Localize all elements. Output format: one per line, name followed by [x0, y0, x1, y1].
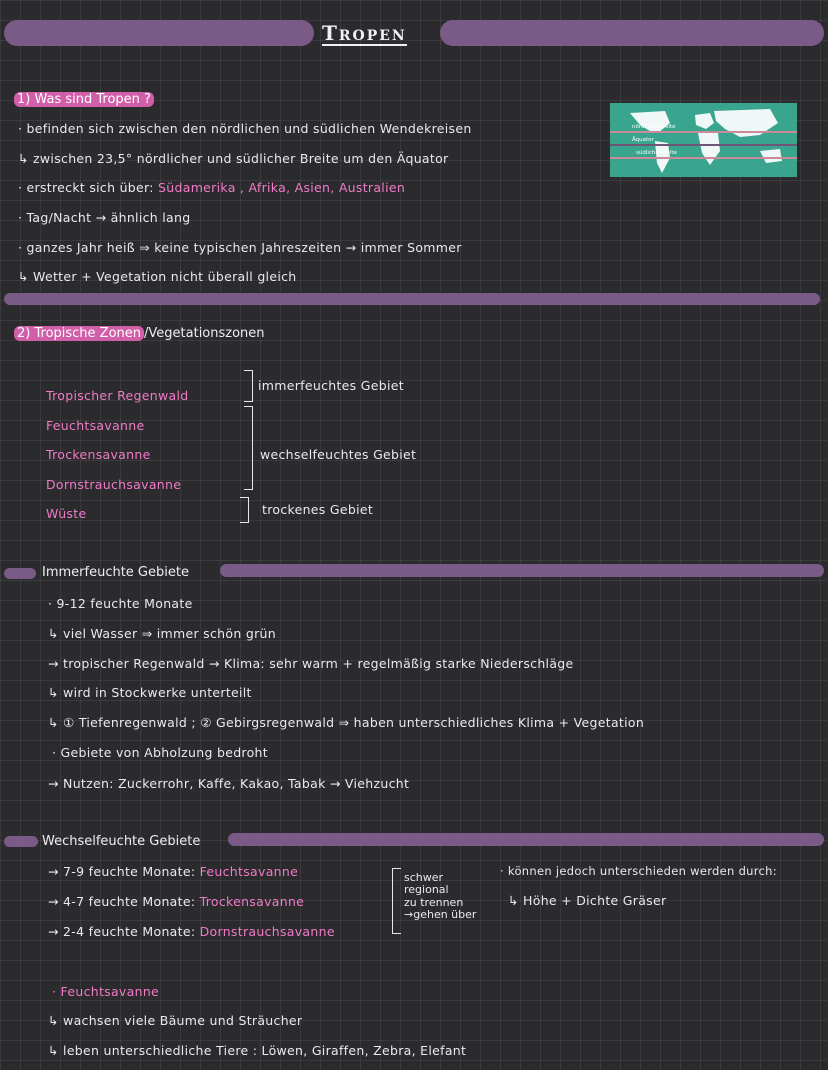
s4-row-3 [48, 924, 335, 939]
section4-bar-left [4, 836, 38, 847]
map-line-south [610, 157, 797, 159]
page-title: Tropen [322, 21, 407, 45]
s1-line-3-text: · erstreckt sich über: [18, 180, 154, 195]
s1-line-4: · Tag/Nacht → ähnlich lang [18, 210, 191, 225]
map-line-north [610, 131, 797, 133]
bracket-note-2: regional [404, 883, 449, 896]
section2-heading-rest: /Vegetationszonen [144, 326, 265, 341]
bracket-immerfeucht [244, 370, 253, 402]
s3-line-6: · Gebiete von Abholzung bedroht [52, 745, 268, 760]
s1-line-2: ↳ zwischen 23,5° nördlicher und südlicher Breite um den Äquator [18, 151, 449, 166]
zone-trockensavanne: Trockensavanne [46, 447, 151, 462]
s4-row-1-label: → 7-9 feuchte Monate: [48, 864, 196, 879]
s4-row-2-label: → 4-7 feuchte Monate: [48, 894, 196, 909]
group-wechselfeucht: wechselfeuchtes Gebiet [260, 447, 417, 462]
bracket-note-4: →gehen über [404, 908, 477, 921]
s3-line-7: → Nutzen: Zuckerrohr, Kaffe, Kakao, Tabak → Viehzucht [48, 776, 410, 791]
s4-sub-line-2: ↳ leben unterschiedliche Tiere : Löwen, Giraffen, Zebra, Elefant [48, 1043, 467, 1058]
s1-line-1: · befinden sich zwischen den nördlichen und südlichen Wendekreisen [18, 121, 472, 136]
s4-subheading: · Feuchtsavanne [52, 984, 160, 999]
s1-line-5: · ganzes Jahr heiß ⇒ keine typischen Jahreszeiten → immer Sommer [18, 240, 462, 255]
s1-line-6: ↳ Wetter + Vegetation nicht überall gleich [18, 269, 297, 284]
divider-1 [4, 293, 820, 305]
section1-heading-text: 1) Was sind Tropen ? [14, 92, 154, 107]
s4-row-3-label: → 2-4 feuchte Monate: [48, 924, 196, 939]
s1-continents: Südamerika , Afrika, Asien, Australien [158, 180, 406, 195]
s4-row-1 [48, 864, 298, 879]
title-bar-left [4, 20, 314, 46]
s4-row-2-value: Trockensavanne [199, 894, 305, 909]
section2-heading [14, 326, 265, 341]
zone-wueste: Wüste [46, 506, 87, 521]
bracket-trocken [240, 497, 249, 523]
s1-line-3 [18, 180, 405, 195]
bracket-note-1: schwer [404, 871, 444, 884]
s3-line-3: → tropischer Regenwald → Klima: sehr warm + regelmäßig starke Niederschläge [48, 656, 574, 671]
map-line-equator [610, 144, 797, 146]
map-label-south: südliche Breite [636, 150, 677, 156]
s4-row-1-value: Feuchtsavanne [199, 864, 299, 879]
group-trocken: trockenes Gebiet [262, 502, 374, 517]
s3-line-4: ↳ wird in Stockwerke unterteilt [48, 685, 252, 700]
bracket-wechselfeucht-note [392, 868, 401, 934]
section3-heading: Immerfeuchte Gebiete [42, 565, 189, 580]
bracket-note-3: zu trennen [404, 896, 464, 909]
title-bar-right [440, 20, 824, 46]
section3-bar-left [4, 568, 36, 579]
s4-row-3-value: Dornstrauchsavanne [199, 924, 335, 939]
s3-line-5: ↳ ① Tiefenregenwald ; ② Gebirgsregenwald ⇒ haben unterschiedliches Klima + Vegetation [48, 715, 645, 730]
s3-line-1: · 9-12 feuchte Monate [48, 596, 193, 611]
side-note-1: · können jedoch unterschieden werden durch: [500, 864, 777, 878]
bracket-wechselfeucht [244, 406, 253, 490]
section4-heading: Wechselfeuchte Gebiete [42, 834, 201, 849]
map-label-equator: Äquator [632, 137, 654, 143]
section3-bar-right [220, 564, 824, 577]
section1-heading [14, 92, 154, 107]
side-note-2: ↳ Höhe + Dichte Gräser [508, 893, 667, 908]
zone-feuchtsavanne: Feuchtsavanne [46, 418, 145, 433]
world-map [610, 103, 797, 177]
s4-sub-line-1: ↳ wachsen viele Bäume und Sträucher [48, 1013, 303, 1028]
map-label-north: nördliche Breite [632, 124, 676, 130]
s3-line-2: ↳ viel Wasser ⇒ immer schön grün [48, 626, 276, 641]
s4-row-2 [48, 894, 304, 909]
zone-dornstrauchsavanne: Dornstrauchsavanne [46, 477, 182, 492]
zone-regenwald: Tropischer Regenwald [46, 388, 189, 403]
group-immerfeucht: immerfeuchtes Gebiet [258, 378, 404, 393]
section2-heading-highlight: 2) Tropische Zonen [14, 326, 144, 341]
section4-bar-right [228, 833, 824, 846]
